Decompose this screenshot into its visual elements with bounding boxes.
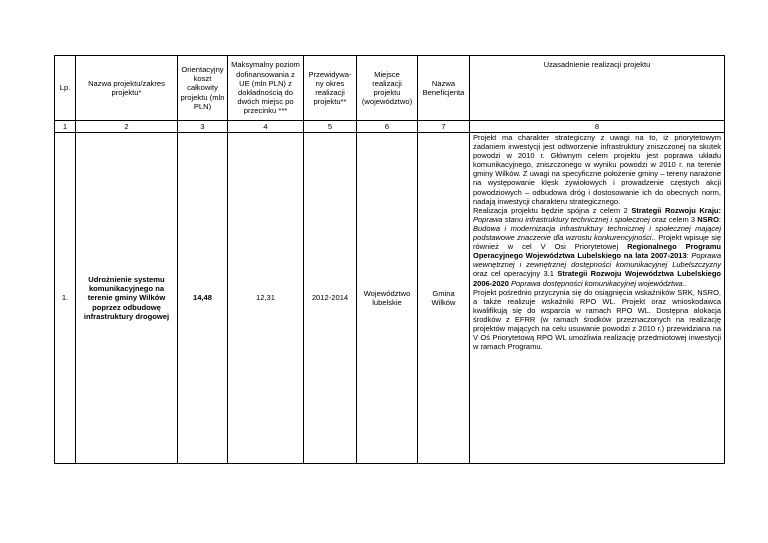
row-total-cost: 14,48: [178, 133, 228, 464]
header-lp: Lp.: [55, 56, 76, 121]
column-number: 6: [357, 121, 418, 133]
row-beneficiary: Gmina Wilków: [418, 133, 470, 464]
header-location: Miejsce realizacji projektu (województwo): [357, 56, 418, 121]
text-run: Regionalnego Programu Operacyjnego Województwa Lubelskiego na lata 2007-2013: [473, 242, 722, 261]
row-project-name: Udrożnienie systemu komunikacyjnego na terenie gminy Wilków poprzez odbudowę infrastruktury drogowej: [76, 133, 178, 464]
header-project-name: Nazwa projektu/zakres projektu*: [76, 56, 178, 121]
column-number: 1: [55, 121, 76, 133]
text-run: Strategii Rozwoju Kraju:: [631, 205, 722, 215]
text-run: . Projekt wpisuje się również w cel V Osi Priorytetowej: [473, 233, 722, 252]
column-number: 8: [470, 121, 725, 133]
header-period: Przewidywa-ny okres realizacji projektu**: [304, 56, 357, 121]
column-number: 2: [76, 121, 178, 133]
row-justification: [470, 133, 725, 464]
column-number: 3: [178, 121, 228, 133]
column-number: 4: [228, 121, 304, 133]
project-table: [54, 55, 725, 464]
column-number-row: [55, 121, 725, 133]
text-run: Poprawa dostępności komunikacyjnej województwa: [510, 278, 683, 288]
text-run: Poprawa stanu infrastruktury technicznej i społecznej: [473, 214, 650, 224]
header-eu-funding: Maksymalny poziom dofinansowania z UE (mln PLN) z dokładnością do dwóch miejsc po przecinku ***: [228, 56, 304, 121]
row-location: Województwo lubelskie: [357, 133, 418, 464]
text-run: ..: [682, 278, 687, 288]
header-total-cost: Orientacyjny koszt całkowity projektu (mln PLN): [178, 56, 228, 121]
text-run: Realizacja projektu będzie spójna z celem 2: [473, 205, 632, 215]
header-justification: Uzasadnienie realizacji projektu: [470, 56, 725, 121]
header-row: [55, 56, 725, 121]
header-beneficiary: Nazwa Beneficjenta: [418, 56, 470, 121]
column-number: 5: [304, 121, 357, 133]
text-run: oraz cel operacyjny 3.1: [473, 269, 558, 279]
text-run: :: [718, 214, 721, 224]
text-run: oraz celem 3: [649, 214, 698, 224]
justification-paragraph-2: [473, 206, 721, 288]
text-run: Strategii Rozwoju Województwa Lubelskiego 2006-2020: [473, 269, 722, 288]
table-row: [55, 133, 725, 464]
row-period: 2012-2014: [304, 133, 357, 464]
text-run: NSRO: [697, 214, 719, 224]
row-eu-funding: 12,31: [228, 133, 304, 464]
justification-paragraph-3: Projekt pośrednio przyczynia się do osiągnięcia wskaźników SRK, NSRO, a także realizuje wskaźniki RPO WL. Projekt oraz wnioskodawca kwalifikują się do wsparcia w ramach RPO WL. Dostępna alokacja środków z EFRR (w ramach środków przeznaczonych na realizację projektów mających na celu usuwanie powodzi z 2010 r.) przewidziana na V Oś Priorytetową RPO WL umożliwia realizację przedmiotowej inwestycji w ramach Programu.: [473, 287, 721, 352]
row-lp: 1.: [55, 133, 76, 464]
text-run: Poprawa wewnętrznej i zewnętrznej dostępności komunikacyjnej Lubelszczyzny: [473, 251, 722, 270]
text-run: Budowa i modernizacja infrastruktury technicznej i społecznej mającej podstawowe znaczenie dla wzrostu konkurencyjności.: [473, 223, 721, 243]
justification-paragraph-1: Projekt ma charakter strategiczny z uwagi na to, iż priorytetowym zadaniem inwestycji jest odtworzenie infrastruktury zniszczonej na skutek powodzi w 2010 r. Głównym celem projektu jest poprawa układu komunikacyjnego, zniszczonego w wyniku powodzi w 2010 r. na terenie gminy Wilków. Z uwagi na specyficzne położenie gminy – tereny narażone na występowanie klęsk żywiołowych i prowadzenie częstych akcji powodziowych – odbudowa dróg i dostosowanie ich do obecnych norm, nadają inwestycji charakteru strategicznego.: [473, 133, 721, 206]
column-number: 7: [418, 121, 470, 133]
text-run: :: [686, 251, 692, 261]
